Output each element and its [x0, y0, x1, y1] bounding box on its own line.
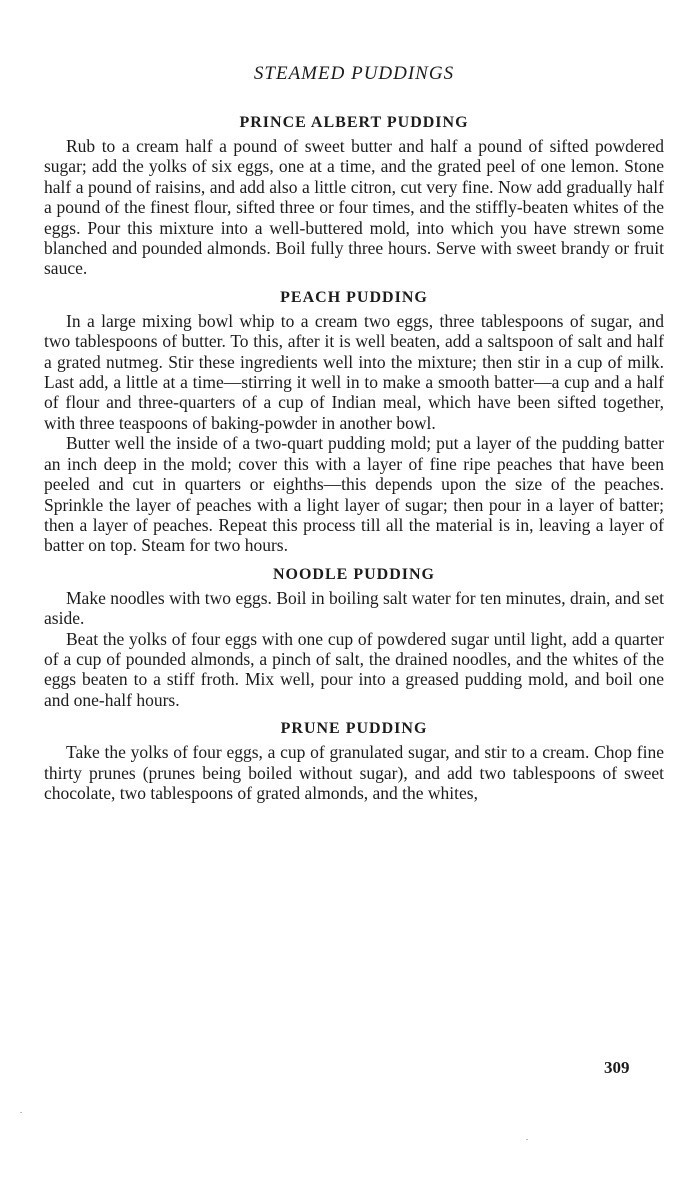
page-number: 309 — [604, 1058, 630, 1077]
recipe-prince-albert-pudding — [44, 110, 664, 279]
recipe-noodle-pudding — [44, 562, 664, 710]
recipe-title: NOODLE PUDDING — [272, 565, 435, 583]
running-head: STEAMED PUDDINGS — [253, 63, 455, 84]
book-page — [44, 62, 664, 803]
recipe-peach-pudding — [44, 285, 664, 556]
scan-speck — [526, 1139, 528, 1140]
recipe-paragraph: Take the yolks of four eggs, a cup of granulated sugar, and stir to a cream. Chop fine thirty prunes (prunes being boiled without sugar), and add two tablespoons of sweet chocolate, two tablespoons of grated almonds, and the whites, — [44, 742, 664, 803]
scan-speck — [20, 1112, 22, 1113]
recipe-paragraph: In a large mixing bowl whip to a cream two eggs, three tablespoons of sugar, and two tablespoons of butter. To this, after it is well beaten, add a saltspoon of salt and half a grated nutmeg. Stir these ingredients well into the mixture; then stir in a cup of milk. Last add, a little at a time—stirring it well in to make a smooth batter—a cup and a half of flour and three-quarters of a cup of Indian meal, which have been sifted together, with three teaspoons of baking-powder in another bowl. — [44, 310, 664, 433]
recipe-title: PRUNE PUDDING — [280, 720, 428, 738]
recipe-paragraph: Rub to a cream half a pound of sweet butter and half a pound of sifted powdered sugar; add the yolks of six eggs, one at a time, and the grated peel of one lemon. Stone half a pound of raisins, and add also a little citron, cut very fine. Now add gradually half a pound of the finest flour, sifted three or four times, and the stiffly-beaten whites of the eggs. Pour this mixture into a well-buttered mold, into which you have strewn some blanched and pounded almonds. Boil fully three hours. Serve with sweet brandy or fruit sauce. — [44, 136, 664, 279]
recipe-paragraph: Butter well the inside of a two-quart pudding mold; put a layer of the pudding batter an inch deep in the mold; cover this with a layer of fine ripe peaches that have been peeled and cut in quarters or eighths—this depends upon the size of the peaches. Sprinkle the layer of peaches with a light layer of sugar; then pour in a layer of batter; then a layer of peaches. Repeat this process till all the material is in, leaving a layer of batter on top. Steam for two hours. — [44, 433, 664, 556]
recipe-title: PRINCE ALBERT PUDDING — [239, 114, 469, 131]
recipe-paragraph: Make noodles with two eggs. Boil in boiling salt water for ten minutes, drain, and set aside. — [44, 587, 664, 629]
recipe-title: PEACH PUDDING — [280, 288, 428, 306]
recipe-paragraph: Beat the yolks of four eggs with one cup of powdered sugar until light, add a quarter of a cup of pounded almonds, a pinch of salt, the drained noodles, and the whites of the eggs beaten to a stiff froth. Mix well, pour into a greased pudding mold, and boil one and one-half hours. — [44, 628, 664, 710]
recipe-prune-pudding — [44, 716, 664, 803]
